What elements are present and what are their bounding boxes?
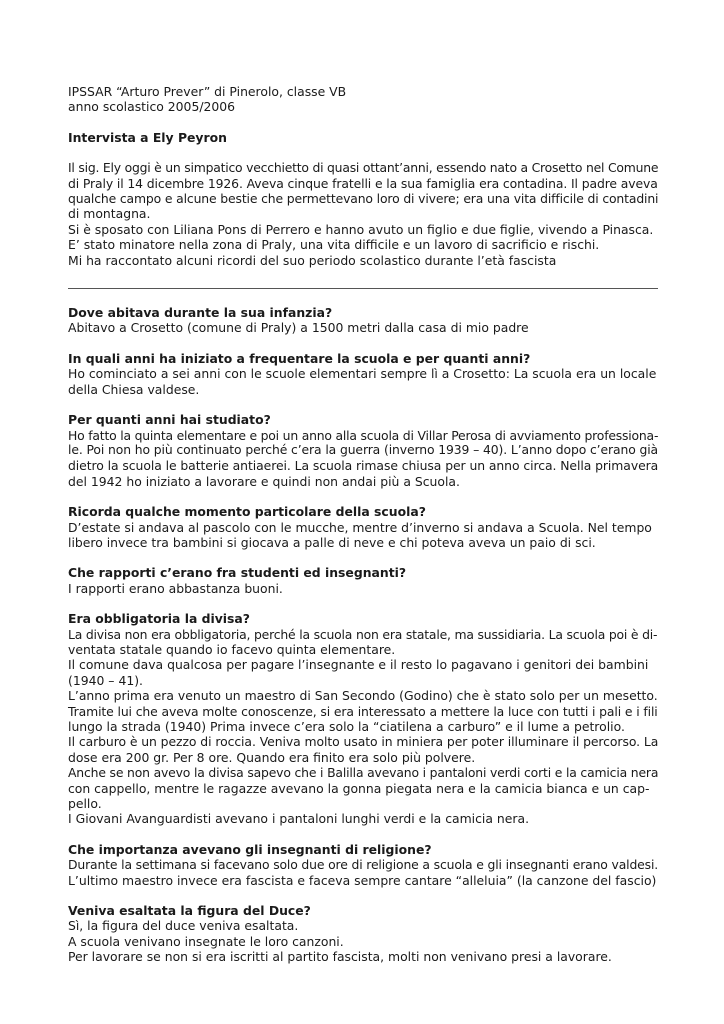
answer-line: dose era 200 gr. Per 8 ore. Quando era finito era solo più polvere.	[68, 749, 476, 765]
intro-line: Si è sposato con Liliana Pons di Perrero e hanno avuto un figlio e due figlie, vivendo a Pinasca.	[68, 221, 654, 237]
qa-item	[68, 504, 658, 550]
question: Ricorda qualche momento particolare della scuola?	[68, 504, 426, 520]
intro-line: di montagna.	[68, 206, 151, 222]
answer-line: Sì, la figura del duce veniva esaltata.	[68, 918, 299, 934]
qa-item	[68, 611, 658, 827]
answer-line: pello.	[68, 796, 102, 812]
answer-line: L’anno prima era venuto un maestro di San Secondo (Godino) che è stato solo per un mesetto.	[68, 688, 658, 704]
qa-item	[68, 305, 658, 336]
answer-line: lungo la strada (1940) Prima invece c’era solo la “ciatilena a carburo” e il lume a petrolio.	[68, 719, 625, 734]
answer-line: Anche se non avevo la divisa sapevo che i Balilla avevano i pantaloni verdi corti e la camicia nera	[68, 765, 659, 781]
qa-item	[68, 565, 658, 596]
answer-line: del 1942 ho iniziato a lavorare e quindi non andai più a Scuola.	[68, 473, 460, 489]
document-title: Intervista a Ely Peyron	[68, 129, 227, 145]
question: Che importanza avevano gli insegnanti di religione?	[68, 841, 432, 857]
answer-line: Il comune dava qualcosa per pagare l’insegnante e il resto lo pagavano i genitori dei bambini	[68, 657, 649, 673]
answer-line: (1940 – 41).	[68, 672, 143, 688]
answer-line: con cappello, mentre le ragazze avevano la gonna piegata nera e la camicia bianca e un cap-	[68, 780, 650, 796]
question: Era obbligatoria la divisa?	[68, 611, 250, 627]
question: In quali anni ha iniziato a frequentare la scuola e per quanti anni?	[68, 350, 531, 366]
answer-line: Tramite lui che aveva molte conoscenze, si era interessato a mettere la luce con tutti i pali e i fili	[68, 703, 658, 719]
intro-line: E’ stato minatore nella zona di Praly, una vita difficile e un lavoro di sacrificio e rischi.	[68, 237, 600, 253]
school-year-line: anno scolastico 2005/2006	[68, 99, 236, 115]
intro-line: qualche campo e alcune bestie che permettevano loro di vivere; era una vita difficile di contadini	[68, 191, 659, 207]
intro-line: Mi ha raccontato alcuni ricordi del suo periodo scolastico durante l’età fascista	[68, 252, 557, 268]
qa-item	[68, 351, 658, 397]
question: Veniva esaltata la figura del Duce?	[68, 903, 311, 919]
qa-item	[68, 903, 658, 965]
question: Per quanti anni hai studiato?	[68, 412, 271, 428]
question: Che rapporti c’erano fra studenti ed insegnanti?	[68, 565, 407, 581]
answer-line: I Giovani Avanguardisti avevano i pantaloni lunghi verdi e la camicia nera.	[68, 811, 530, 827]
qa-item	[68, 842, 658, 888]
answer-line: Durante la settimana si facevano solo due ore di religione a scuola e gli insegnanti erano valdesi.	[68, 857, 659, 873]
answer-line: dietro la scuola le batterie antiaerei. La scuola rimase chiusa per un anno circa. Nella primavera	[68, 458, 659, 474]
answer-line: Abitavo a Crosetto (comune di Praly) a 1500 metri dalla casa di mio padre	[68, 320, 529, 336]
intro-line: di Praly il 14 dicembre 1926. Aveva cinque fratelli e la sua famiglia era contadina. Il padre aveva	[68, 175, 658, 191]
answer-line: Ho fatto la quinta elementare e poi un anno alla scuola di Villar Perosa di avviamento professiona-	[68, 427, 659, 443]
interview-qa-list	[68, 305, 658, 965]
document-header	[68, 84, 658, 115]
answer-line: le. Poi non ho più continuato perché c’era la guerra (inverno 1939 – 40). L’anno dopo c’erano già	[68, 442, 659, 457]
answer-line: libero invece tra bambini si giocava a palle di neve e chi poteva aveva un paio di sci.	[68, 534, 596, 550]
document-page	[68, 84, 658, 965]
answer-line: della Chiesa valdese.	[68, 381, 200, 397]
intro-line: Il sig. Ely oggi è un simpatico vecchietto di quasi ottant’anni, essendo nato a Crosetto nel Comune	[68, 160, 659, 176]
answer-line: Per lavorare se non si era iscritti al partito fascista, molti non venivano presi a lavorare.	[68, 949, 612, 965]
intro-paragraph	[68, 160, 658, 268]
answer-line: Il carburo è un pezzo di roccia. Veniva molto usato in miniera per poter illuminare il percorso. La	[68, 734, 659, 750]
answer-line: D’estate si andava al pascolo con le mucche, mentre d’inverno si andava a Scuola. Nel tempo	[68, 519, 652, 535]
answer-line: I rapporti erano abbastanza buoni.	[68, 580, 283, 596]
answer-line: ventata statale quando io facevo quinta elementare.	[68, 641, 396, 657]
answer-line: La divisa non era obbligatoria, perché la scuola non era statale, ma sussidiaria. La scuola poi è di-	[68, 626, 658, 642]
question: Dove abitava durante la sua infanzia?	[68, 305, 333, 321]
qa-item	[68, 412, 658, 489]
answer-line: L’ultimo maestro invece era fascista e faceva sempre cantare “alleluia” (la canzone del fascio)	[68, 872, 657, 888]
answer-line: Ho cominciato a sei anni con le scuole elementari sempre lì a Crosetto: La scuola era un locale	[68, 366, 657, 382]
school-line: IPSSAR “Arturo Prever” di Pinerolo, classe VB	[68, 84, 347, 99]
answer-line: A scuola venivano insegnate le loro canzoni.	[68, 933, 344, 949]
